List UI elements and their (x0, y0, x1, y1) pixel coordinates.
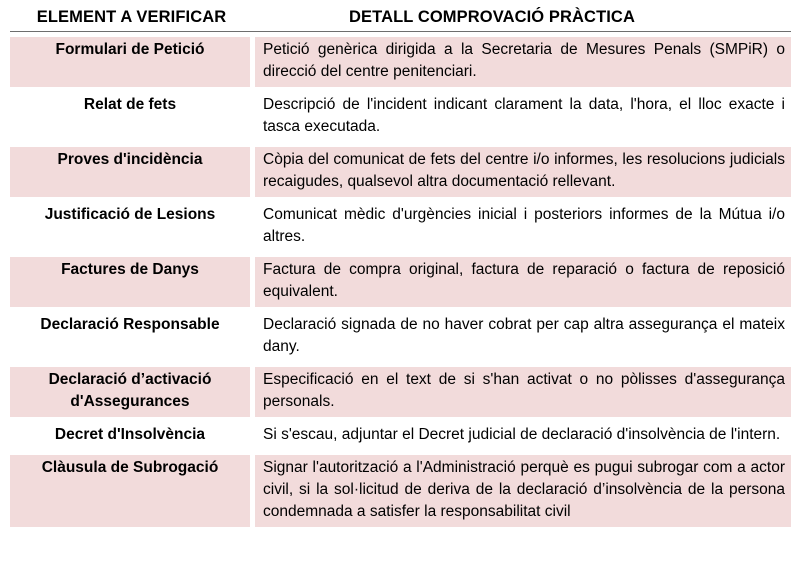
detail-cell: Comunicat mèdic d'urgències inicial i posteriors informes de la Mútua i/o altres. (263, 206, 785, 245)
table-row (10, 202, 791, 252)
table-row (10, 367, 791, 417)
element-cell: Relat de fets (83, 96, 177, 113)
detail-cell: Petició genèrica dirigida a la Secretaria de Mesures Penals (SMPiR) o direcció del centre penitenciari. (255, 37, 791, 87)
element-cell: Factures de Danys (10, 257, 250, 307)
detail-cell: Descripció de l'incident indicant clarament la data, l'hora, el lloc exacte i tasca executada. (263, 96, 785, 135)
element-cell: Formulari de Petició (10, 37, 250, 87)
table-row (10, 37, 791, 87)
element-cell: Decret d'Insolvència (54, 426, 206, 443)
header-element: ELEMENT A VERIFICAR (36, 8, 227, 26)
element-cell: Justificació de Lesions (44, 206, 216, 223)
detail-cell: Signar l'autorització a l'Administració perquè es pugui subrogar com a actor civil, si la sol·licitud de deriva de la declaració d’insolvència de la persona condemnada a satisfer la responsabilitat civil (255, 455, 791, 527)
table-row (10, 422, 791, 450)
header-detail: DETALL COMPROVACIÓ PRÀCTICA (349, 8, 635, 26)
detail-cell: Si s'escau, adjuntar el Decret judicial de declaració d'insolvència de l'intern. (263, 426, 781, 443)
table-body (10, 37, 791, 527)
detail-cell: Factura de compra original, factura de reparació o factura de reposició equivalent. (255, 257, 791, 307)
element-cell: Declaració Responsable (40, 316, 220, 333)
element-cell: Declaració d’activació d'Assegurances (10, 367, 250, 417)
verification-table (10, 4, 791, 527)
detail-cell: Especificació en el text de si s'han activat o no pòlisses d'assegurança personals. (255, 367, 791, 417)
table-row (10, 257, 791, 307)
table-row (10, 147, 791, 197)
table-row (10, 312, 791, 362)
detail-cell: Declaració signada de no haver cobrat per cap altra assegurança el mateix dany. (263, 316, 785, 355)
element-cell: Clàusula de Subrogació (10, 455, 250, 527)
element-cell: Proves d'incidència (10, 147, 250, 197)
table-row (10, 92, 791, 142)
table-header (10, 4, 791, 32)
table-row (10, 455, 791, 527)
detail-cell: Còpia del comunicat de fets del centre i/o informes, les resolucions judicials recaigudes, qualsevol altra documentació rellevant. (255, 147, 791, 197)
